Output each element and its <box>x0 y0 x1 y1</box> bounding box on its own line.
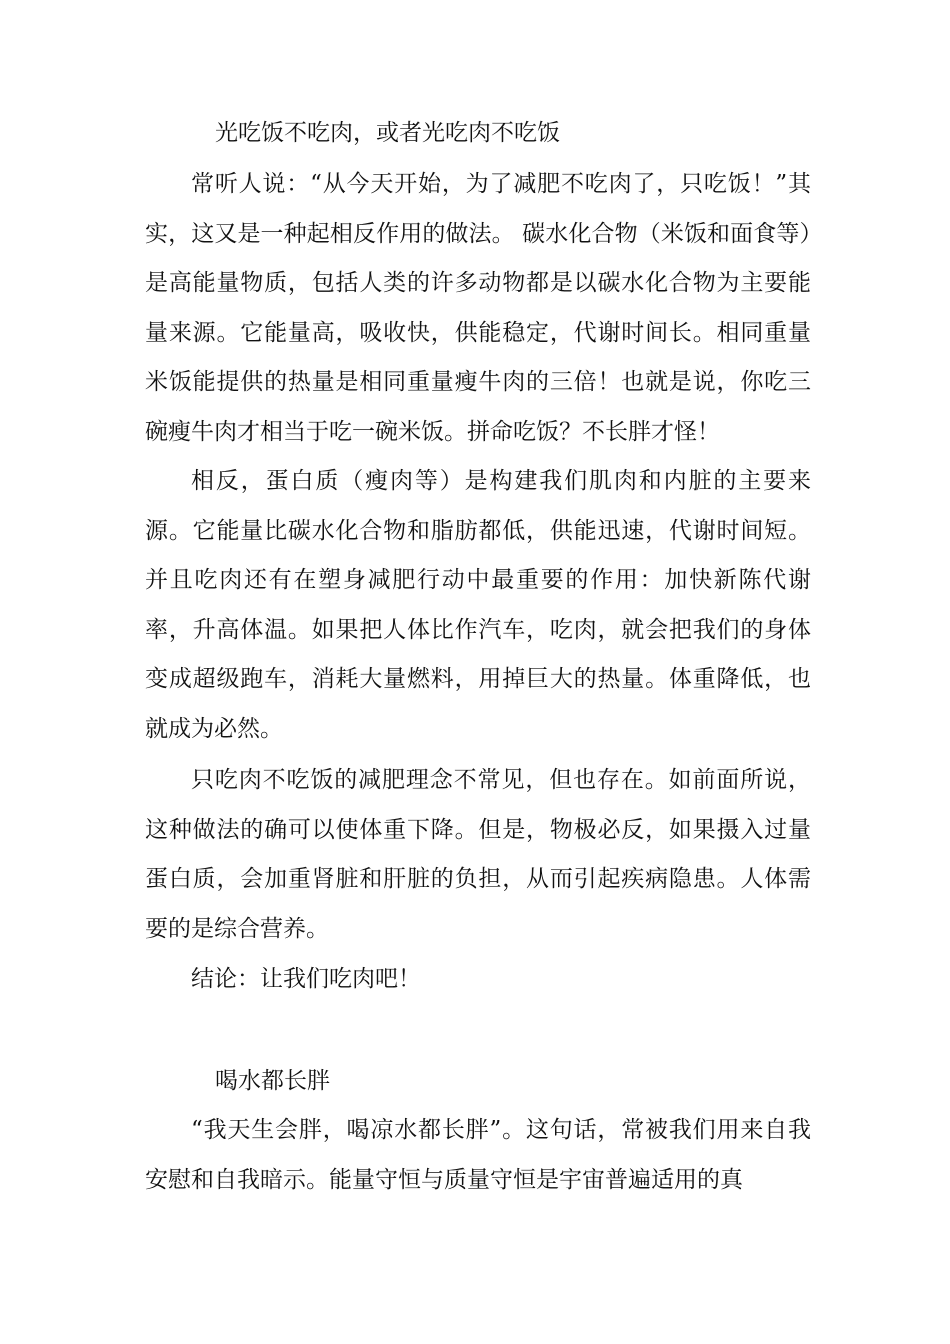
paragraph-rice-vs-meat: 常听人说：“从今天开始，为了减肥不吃肉了，只吃饭！”其实，这又是一种起相反作用的做法。 碳水化合物（米饭和面食等）是高能量物质，包括人类的许多动物都是以碳水化合物为主要能量来源。它能量高，吸收快，供能稳定，代谢时间长。相同重量米饭能提供的热量是相同重量瘦牛肉的三倍！也就是说，你吃三碗瘦牛肉才相当于吃一碗米饭。拼命吃饭？不长胖才怪！ <box>145 171 811 445</box>
paragraph-protein: 相反，蛋白质（瘦肉等）是构建我们肌肉和内脏的主要来源。它能量比碳水化合物和脂肪都低，供能迅速，代谢时间短。并且吃肉还有在塑身减肥行动中最重要的作用：加快新陈代谢率，升高体温。如果把人体比作汽车，吃肉，就会把我们的身体变成超级跑车，消耗大量燃料，用掉巨大的热量。体重降低，也就成为必然。 <box>145 468 811 742</box>
section-heading-water: 喝水都长胖 <box>215 1068 330 1094</box>
paragraph-conclusion: 结论：让我们吃肉吧！ <box>191 966 421 992</box>
paragraph-meat-only: 只吃肉不吃饭的减肥理念不常见，但也存在。如前面所说，这种做法的确可以使体重下降。但是，物极必反，如果摄入过量蛋白质，会加重肾脏和肝脏的负担，从而引起疾病隐患。人体需要的是综合营养。 <box>145 767 811 942</box>
paragraph-water: “我天生会胖，喝凉水都长胖”。这句话，常被我们用来自我安慰和自我暗示。能量守恒与质量守恒是宇宙普遍适用的真 <box>145 1117 811 1193</box>
section-heading-rice-meat: 光吃饭不吃肉，或者光吃肉不吃饭 <box>215 120 560 146</box>
